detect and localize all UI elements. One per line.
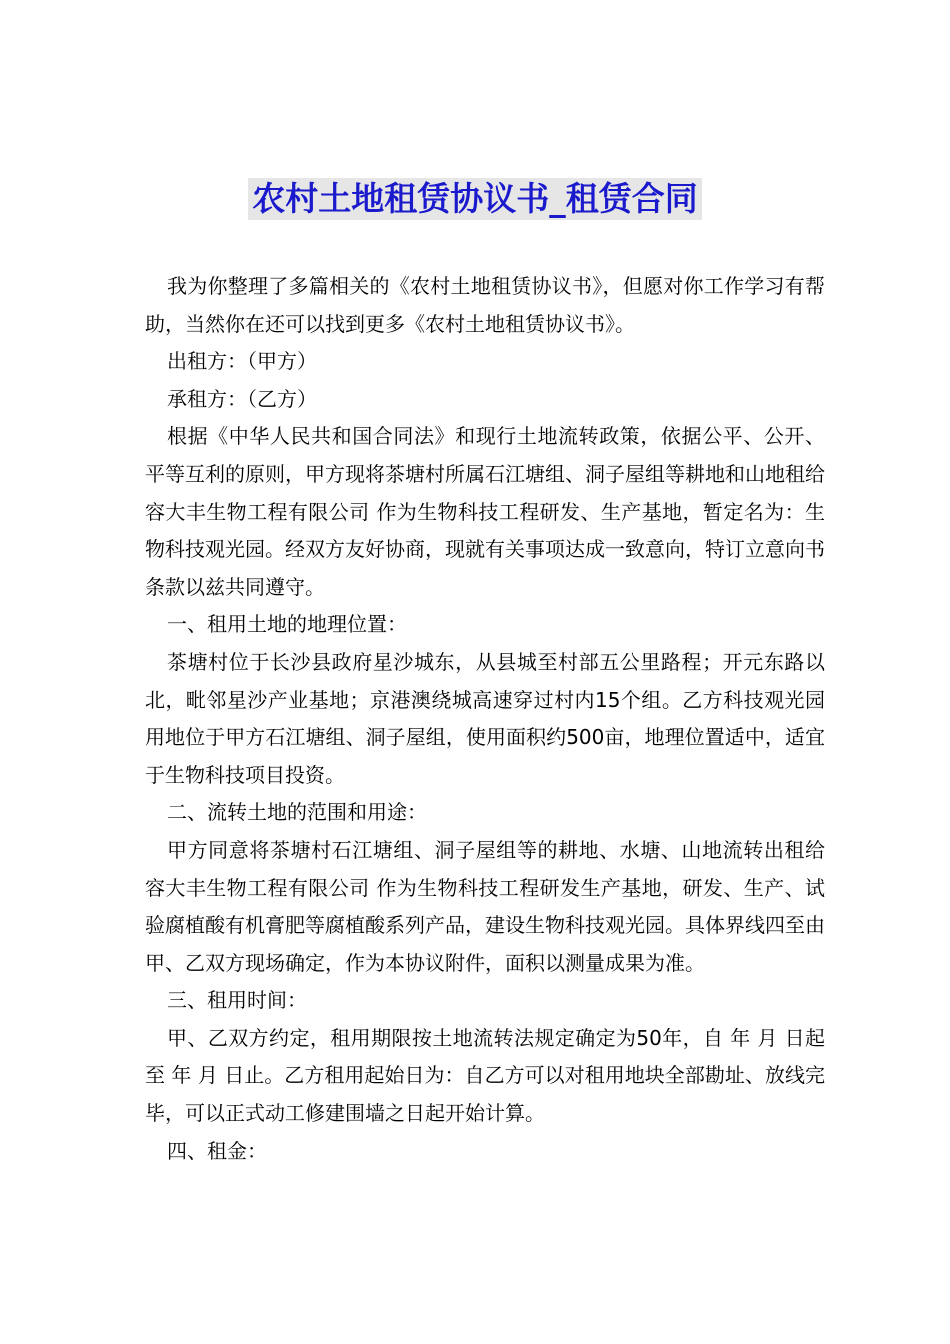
paragraph-lessee: 承租方：（乙方） <box>167 386 317 411</box>
title-wrapper <box>0 178 950 220</box>
paragraph-term: 甲、乙双方约定，租用期限按土地流转法规定确定为50年，自 年 月 日起至 年 月 日止。乙方租用起始日为：自乙方可以对租用地块全部勘址、放线完毕，可以正式动工修建围墙之日起开始计算。 <box>145 1025 825 1126</box>
section-heading-rent: 四、租金： <box>167 1138 267 1163</box>
paragraph-location: 茶塘村位于长沙县政府星沙城东，从县城至村部五公里路程；开元东路以北，毗邻星沙产业基地；京港澳绕城高速穿过村内15个组。乙方科技观光园用地位于甲方石江塘组、洞子屋组，使用面积约500亩，地理位置适中，适宜于生物科技项目投资。 <box>145 649 825 787</box>
section-heading-location: 一、租用土地的地理位置： <box>167 612 407 637</box>
paragraph-lessor: 出租方：（甲方） <box>167 349 317 374</box>
section-heading-scope: 二、流转土地的范围和用途： <box>167 800 427 825</box>
paragraph-intro: 我为你整理了多篇相关的《农村土地租赁协议书》，但愿对你工作学习有帮助，当然你在还可以找到更多《农村土地租赁协议书》。 <box>145 274 825 336</box>
section-heading-term: 三、租用时间： <box>167 988 307 1013</box>
paragraph-basis: 根据《中华人民共和国合同法》和现行土地流转政策，依据公平、公开、平等互利的原则，甲方现将茶塘村所属石江塘组、洞子屋组等耕地和山地租给 容大丰生物工程有限公司 作为生物科技工程研发、生产基地，暂定名为：生物科技观光园。经双方友好协商，现就有关事项达成一致意向，特订立意向书条款以兹共同遵守。 <box>145 424 825 599</box>
document-title: 农村土地租赁协议书_租赁合同 <box>248 178 702 220</box>
document-body <box>145 268 825 1170</box>
paragraph-scope: 甲方同意将茶塘村石江塘组、洞子屋组等的耕地、水塘、山地流转出租给 容大丰生物工程有限公司 作为生物科技工程研发生产基地，研发、生产、试验腐植酸有机膏肥等腐植酸系列产品，建设生物科技观光园。具体界线四至由甲、乙双方现场确定，作为本协议附件，面积以测量成果为准。 <box>145 837 825 975</box>
